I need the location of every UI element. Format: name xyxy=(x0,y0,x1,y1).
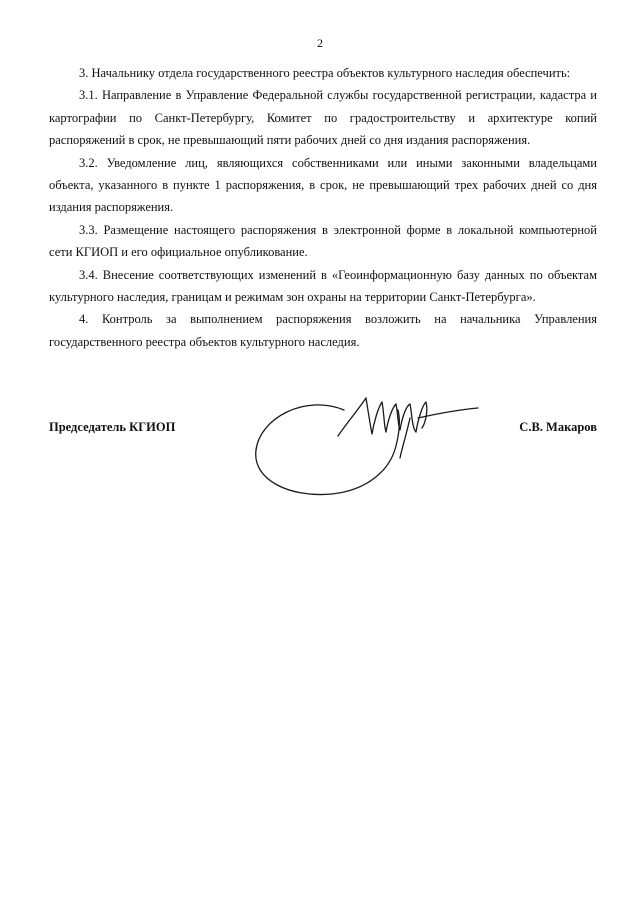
paragraph-3-1: 3.1. Направление в Управление Федеральной службы государственной регистрации, кадастра и картографии по Санкт-Петербургу, Комитет по градостроительству и архитектуре копий распоряжений в срок, не превышающий пяти рабочих дней со дня издания распоряжения. xyxy=(49,88,597,148)
handwritten-signature xyxy=(250,388,490,500)
paragraph-3-4: 3.4. Внесение соответствующих изменений в «Геоинформационную базу данных по объектам культурного наследия, границам и режимам зон охраны на территории Санкт-Петербурга». xyxy=(49,267,597,305)
paragraph-3-3: 3.3. Размещение настоящего распоряжения в электронной форме в локальной компьютерной сети КГИОП и его официальное опубликование. xyxy=(49,222,597,260)
document-body xyxy=(49,62,597,353)
paragraph-3-2: 3.2. Уведомление лиц, являющихся собственниками или иными законными владельцами объекта, указанного в пункте 1 распоряжения, в срок, не превышающий трех рабочих дней со дня издания распоряжения. xyxy=(49,155,597,215)
signature-block xyxy=(49,420,597,440)
page-number: 2 xyxy=(317,36,323,50)
paragraph-3: 3. Начальнику отдела государственного реестра объектов культурного наследия обеспечить: xyxy=(79,66,571,80)
paragraph-4: 4. Контроль за выполнением распоряжения возложить на начальника Управления государственного реестра объектов культурного наследия. xyxy=(49,312,597,349)
signer-name: С.В. Макаров xyxy=(519,420,597,434)
signer-title: Председатель КГИОП xyxy=(49,420,176,434)
